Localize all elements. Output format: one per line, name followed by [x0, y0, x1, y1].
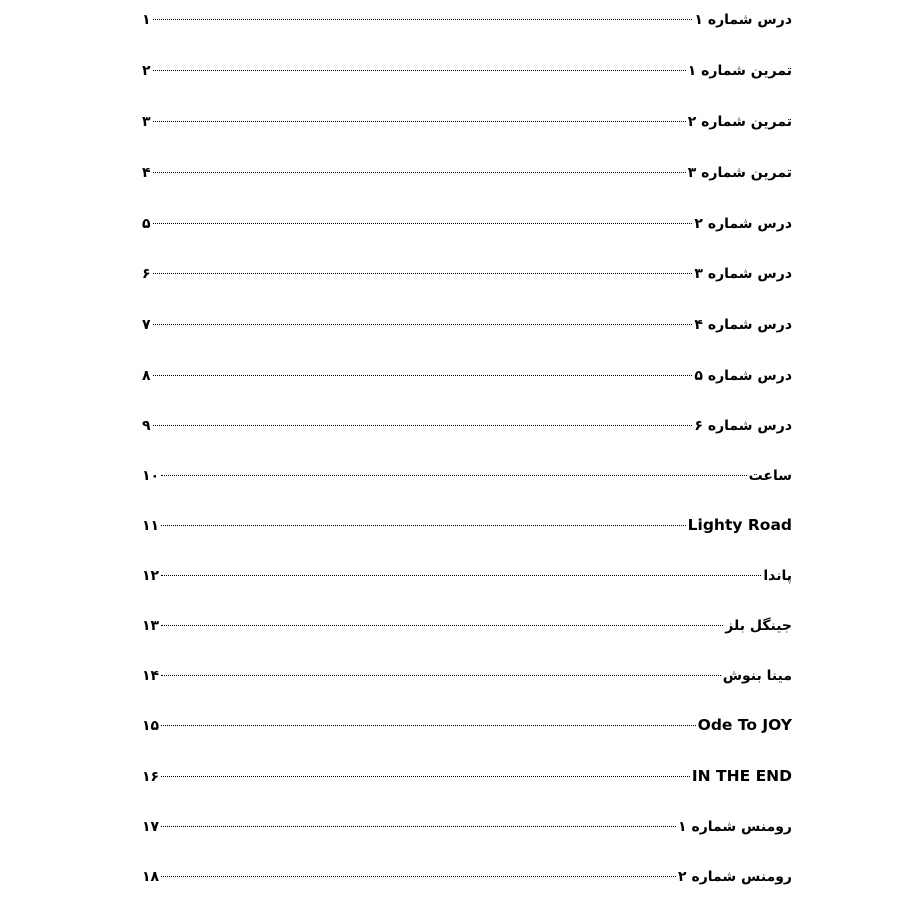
toc-entry[interactable] — [142, 815, 792, 839]
toc-page-number: ۱۸ — [142, 869, 160, 885]
toc-page-number: ۱۱ — [142, 518, 160, 534]
toc-entry-title: درس شماره ۲ — [694, 216, 792, 232]
toc-page-number: ۹ — [142, 418, 151, 434]
toc-dot-leader — [161, 525, 686, 526]
toc-page-number: ۴ — [142, 165, 151, 181]
toc-entry[interactable] — [142, 713, 792, 737]
toc-dot-leader — [161, 675, 721, 676]
toc-entry[interactable] — [142, 212, 792, 236]
table-of-contents — [142, 0, 792, 900]
toc-entry[interactable] — [142, 364, 792, 388]
toc-entry-title: Ode To JOY — [697, 716, 792, 734]
toc-entry[interactable] — [142, 414, 792, 438]
toc-entry[interactable] — [142, 464, 792, 488]
toc-page-number: ۱۶ — [142, 769, 160, 785]
toc-page-number: ۳ — [142, 114, 151, 130]
toc-dot-leader — [153, 172, 686, 173]
toc-dot-leader — [161, 776, 690, 777]
toc-entry-title: رومنس شماره ۱ — [678, 819, 792, 835]
toc-entry[interactable] — [142, 59, 792, 83]
toc-page-number: ۱۵ — [142, 718, 160, 734]
toc-dot-leader — [161, 475, 746, 476]
toc-page-number: ۷ — [142, 317, 151, 333]
toc-dot-leader — [153, 223, 693, 224]
toc-page-number: ۶ — [142, 266, 151, 282]
toc-entry-title: مینا بنوش — [722, 668, 792, 684]
toc-entry-title: تمرین شماره ۱ — [687, 63, 792, 79]
toc-dot-leader — [161, 826, 676, 827]
toc-dot-leader — [161, 625, 723, 626]
toc-entry[interactable] — [142, 8, 792, 32]
toc-page-number: ۱۲ — [142, 568, 160, 584]
toc-entry-title: جینگل بلز — [725, 618, 792, 634]
toc-entry[interactable] — [142, 262, 792, 286]
toc-entry-title: تمرین شماره ۳ — [687, 165, 792, 181]
toc-dot-leader — [161, 876, 676, 877]
toc-dot-leader — [153, 425, 693, 426]
toc-entry[interactable] — [142, 161, 792, 185]
toc-entry-title: درس شماره ۵ — [694, 368, 792, 384]
toc-entry-title: تمرین شماره ۲ — [687, 114, 792, 130]
toc-page-number: ۸ — [142, 368, 151, 384]
toc-page-number: ۵ — [142, 216, 151, 232]
toc-dot-leader — [153, 324, 693, 325]
toc-page-number: ۲ — [142, 63, 151, 79]
toc-page-number: ۱۰ — [142, 468, 160, 484]
toc-page-number: ۱۷ — [142, 819, 160, 835]
toc-entry[interactable] — [142, 865, 792, 889]
toc-entry[interactable] — [142, 313, 792, 337]
toc-entry-title: رومنس شماره ۲ — [678, 869, 792, 885]
toc-page-number: ۱ — [142, 12, 151, 28]
toc-dot-leader — [153, 273, 693, 274]
toc-entry-title: Lighty Road — [687, 516, 792, 534]
toc-page-number: ۱۴ — [142, 668, 160, 684]
toc-entry-title: درس شماره ۳ — [694, 266, 792, 282]
toc-entry[interactable] — [142, 614, 792, 638]
toc-entry[interactable] — [142, 664, 792, 688]
toc-entry-title: درس شماره ۶ — [694, 418, 792, 434]
toc-entry[interactable] — [142, 764, 792, 788]
toc-entry-title: پاندا — [763, 568, 792, 584]
toc-entry[interactable] — [142, 564, 792, 588]
toc-entry[interactable] — [142, 110, 792, 134]
toc-dot-leader — [161, 575, 761, 576]
toc-entry[interactable] — [142, 513, 792, 537]
toc-entry-title: درس شماره ۴ — [694, 317, 792, 333]
toc-dot-leader — [153, 121, 686, 122]
toc-entry-title: ساعت — [748, 468, 792, 484]
toc-dot-leader — [153, 19, 693, 20]
toc-dot-leader — [153, 375, 693, 376]
toc-page-number: ۱۳ — [142, 618, 160, 634]
toc-entry-title: IN THE END — [691, 767, 792, 785]
toc-dot-leader — [153, 70, 686, 71]
toc-entry-title: درس شماره ۱ — [694, 12, 792, 28]
toc-dot-leader — [161, 725, 696, 726]
